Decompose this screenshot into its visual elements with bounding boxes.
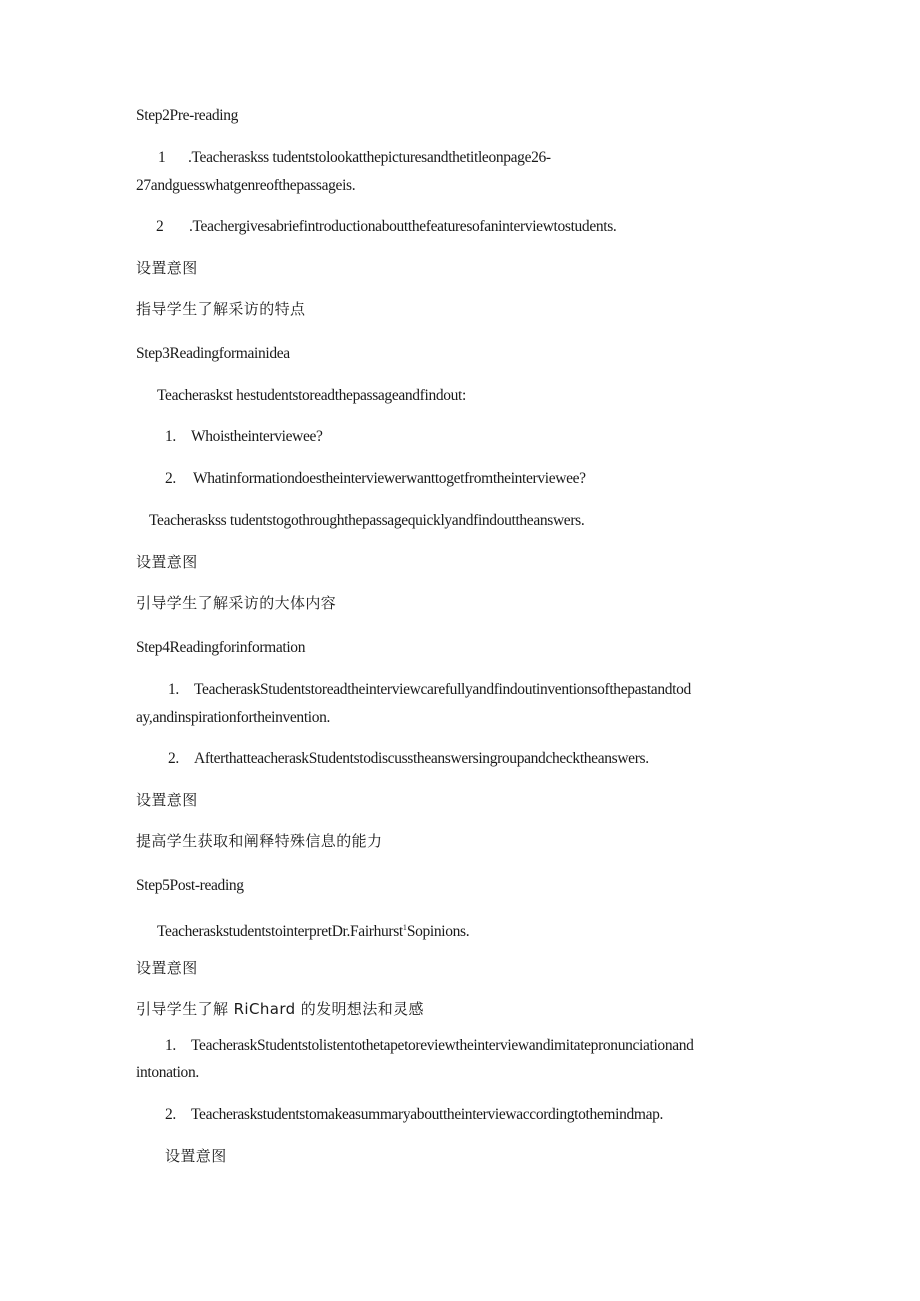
step5-intro	[157, 918, 469, 942]
step3-item-2	[165, 469, 586, 489]
step4-item-2	[168, 749, 649, 769]
intro-text-end: Sopinions.	[406, 923, 470, 940]
list-number: 2.	[168, 750, 179, 767]
step5-item-1-continuation: intonation.	[136, 1064, 199, 1081]
list-item-text: AfterthatteacheraskStudentstodiscusstheanswersingroupandchecktheanswers.	[194, 750, 649, 767]
list-item-text: Whatinformationdoestheinterviewerwanttogetfromtheinterviewee?	[193, 470, 586, 487]
list-number: 1.	[165, 1037, 176, 1054]
step2-item-2	[156, 217, 616, 237]
list-item-text: .Teacheraskss tudentstolookatthepicturesandthetitleonpage26-	[188, 149, 551, 166]
list-item-text: Teacheraskstudentstomakeasummaryabouttheinterviewaccordingtothemindmap.	[191, 1106, 664, 1123]
step2-intent-text: 指导学生了解采访的特点	[136, 300, 306, 318]
step3-follow: Teacheraskss tudentstogothroughthepassagequicklyandfindouttheanswers.	[149, 512, 585, 529]
list-item-text: TeacheraskStudentstoreadtheinterviewcarefullyandfindoutinventionsofthepastandtod	[194, 681, 691, 698]
step5-item-2	[165, 1105, 663, 1125]
list-item-text: .Teachergivesabriefintroductionaboutthefeaturesofaninterviewtostudents.	[189, 218, 617, 235]
list-number: 1.	[168, 681, 179, 698]
step4-item-1-continuation: ay,andinspirationfortheinvention.	[136, 709, 331, 726]
list-number: 1	[158, 149, 166, 166]
list-item-text: Whoistheinterviewee?	[191, 428, 323, 445]
step4-item-1	[168, 680, 691, 700]
list-item-text: TeacheraskStudentstolistentothetapetoreviewtheinterviewandimitatepronunciationand	[191, 1037, 694, 1054]
intro-text: TeacheraskstudentstointerpretDr.Fairhurst	[157, 923, 403, 940]
step2-intent-label: 设置意图	[136, 259, 198, 277]
step5-intent-label: 设置意图	[136, 959, 198, 977]
step5-intent-label-2: 设置意图	[165, 1147, 227, 1165]
list-number: 2.	[165, 470, 176, 487]
step5-intent-text: 引导学生了解 RiChard 的发明想法和灵感	[136, 1000, 424, 1018]
step4-intent-label: 设置意图	[136, 791, 198, 809]
step2-item-1-continuation: 27andguesswhatgenreofthepassageis.	[136, 177, 356, 194]
step5-heading: Step5Post-reading	[136, 877, 244, 894]
step5-item-1	[165, 1036, 694, 1056]
step3-item-1	[165, 427, 323, 447]
step2-heading: Step2Pre-reading	[136, 107, 239, 124]
step3-heading: Step3Readingformainidea	[136, 345, 290, 362]
list-number: 2.	[165, 1106, 176, 1123]
list-number: 1.	[165, 428, 176, 445]
step4-intent-text: 提高学生获取和阐释特殊信息的能力	[136, 832, 383, 850]
step3-intent-text: 引导学生了解采访的大体内容	[136, 594, 337, 612]
superscript-mark: 1	[402, 923, 407, 932]
step3-intent-label: 设置意图	[136, 553, 198, 571]
step3-intro: Teacheraskst hestudentstoreadthepassageandfindout:	[157, 387, 466, 404]
list-number: 2	[156, 218, 164, 235]
step2-item-1	[158, 148, 551, 168]
step4-heading: Step4Readingforinformation	[136, 639, 306, 656]
